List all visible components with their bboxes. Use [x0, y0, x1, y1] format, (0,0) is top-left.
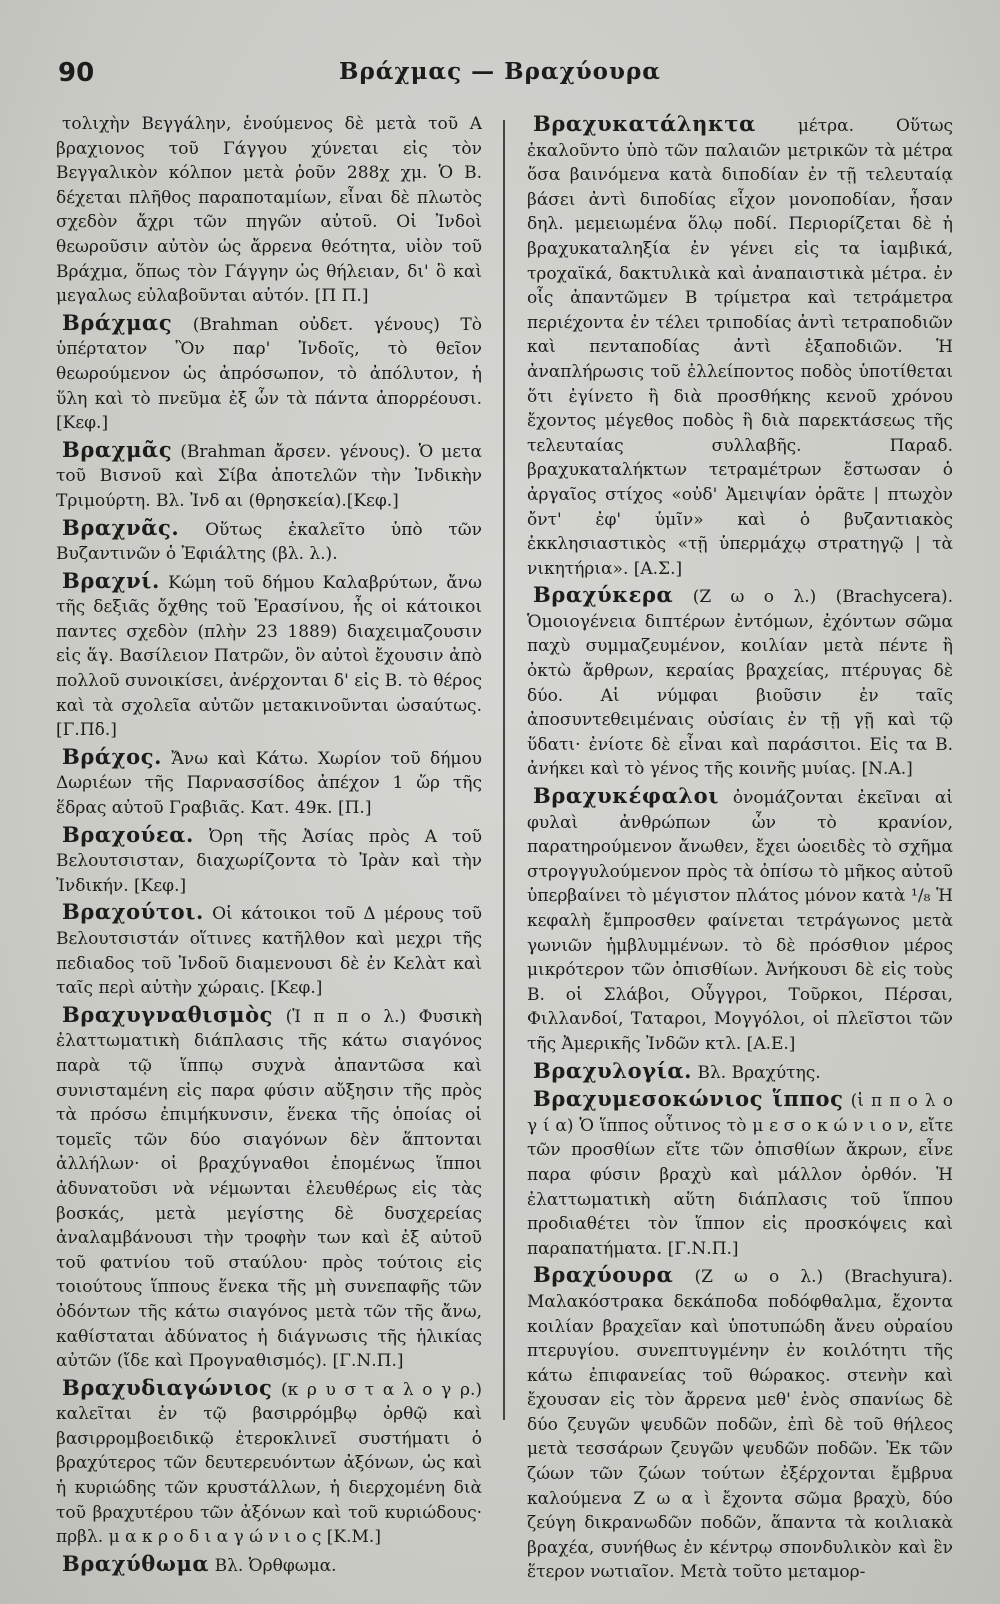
entry-text: (Brahman οὐδετ. γένους) Τὸ ὑπέρτατον Ὂν παρ' Ἰνδοῖς, τὸ θεῖον θεωρούμενον ὡς ἀπρόσωπον, τὸ ἀπόλυτον, ἡ ὕλη καὶ τὸ πνεῦμα ἐξ ὧν τὰ πάντα ἀπορρέουσι.[Κεφ.]: [56, 314, 482, 434]
entry-text: (Brahman ἄρσεν. γένους). Ὁ μετα τοῦ Βισνοῦ καὶ Σίβα ἀποτελῶν τὴν Ἰνδικὴν Τριμούρτη. Βλ. Ἰνδ αι (θρησκεία).[Κεφ.]: [56, 441, 482, 511]
right-column: [527, 112, 953, 1582]
entry-text: (Ἱ π π ο λ.) Φυσικὴ ἐλαττωματικὴ διάπλασις τῆς κάτω σιαγόνος παρὰ τῷ ἵππῳ συχνὰ ἀπαντῶσα καὶ συνισταμένη εἰς παρα φύσιν αὔξησιν τῆς πρὸς τὰ πρόσω ἐπιμήκυνσιν, ἕνεκα τῆς ὁποίας οἱ τομεῖς τῶν δύο σιαγόνων δὲν ἅπτονται ἀλλήλων· οἱ βραχύγναθοι ἐπομένως ἵπποι ἀδυνατοῦσι νὰ νέμωνται ἐλευθέρως εἰς τὰς βοσκάς, μετὰ μεγίστης δὲ δυσχερείας ἀναλαμβάνουσι τὴν τροφὴν των καὶ ἐξ αὐτοῦ τοῦ φατνίου τοῦ σταύλου· πρὸς τούτοις εἰς τοιούτους ἵππους ἕνεκα τῆς μὴ συνεπαφῆς τῶν ὀδόντων τῆς κάτω σιαγόνος μετὰ τῶν τῆς ἄνω, καθίσταται ἀδύνατος ἡ διάγνωσις τῆς ἡλικίας αὐτῶν (ἴδε καὶ Προγναθισμός). [Γ.Ν.Π.]: [56, 1006, 482, 1372]
entry-brachykatalekta: [527, 112, 953, 581]
entry-text: ὀνομάζονται ἐκεῖναι αἱ φυλαὶ ἀνθρώπων ὧν τὸ κρανίον, παρατηρούμενον ἄνωθεν, ἔχει ὠοειδὲς τὸ σχῆμα στρογγυλούμενον πρὸς τὰ ὀπίσω τὸ μῆκος αὐτοῦ ὑπερβαίνει τὸ μέγιστον πλάτος μόνον κατὰ ¹/₈ Ἡ κεφαλὴ ἔμπροσθεν φαίνεται τετράγωνος μετὰ γωνιῶν ἡμβλυμμένων. τὸ δὲ πρόσθιον μέρος μικρότερον τῶν ὀπισθίων. Ἀνήκουσι δὲ εἰς τοὺς Β. οἱ Σλάβοι, Οὗγγροι, Τοῦρκοι, Πέρσαι, Φιλλανδοί, Ταταροι, Μογγόλοι, οἱ πλεῖστοι τῶν τῆς Ἀμερικῆς Ἰνδῶν κτλ. [Α.Ε.]: [527, 788, 953, 1054]
entry-headword: Βράχμας: [62, 309, 173, 335]
entry-brachni: [56, 569, 482, 743]
entry-brachygnathismos: [56, 1003, 482, 1374]
entry-brachydiagonios: [56, 1376, 482, 1550]
entry-headword: Βραχυγναθισμὸς: [62, 1001, 274, 1027]
entry-text: (Ζ ω ο λ.) (Brachyura). Μαλακόστρακα δεκάποδα ποδόφθαλμα, ἔχοντα κοιλίαν βραχεῖαν καὶ ὑποτυπώδη ἄνευ οὐραίου πτερυγίου. συνεπτυγμένην ἐν κοιλότητι τῆς κάτω ἐπιφανείας τοῦ θώρακος. στενὴν καὶ ἔχουσαν εἰς τὸν ἄρρενα μεθ' ἑνὸς σπανίως δὲ δύο ζευγῶν ψευδῶν ποδῶν, ἐπὶ δὲ τοῦ θήλεος μετὰ τεσσάρων ζευγῶν ψευδῶν ποδῶν. Ἐκ τῶν ζώων τῶν ζώων τούτων ἐξέρχονται ἔμβρυα καλούμενα Ζ ω α ὶ ἔχοντα σῶμα βραχὺ, δύο ζεύγη δικρανωδῶν ποδῶν, ἅπαντα τὰ κοιλιακὰ βραχέα, συνήθως ἐν κέντρῳ σπονδυλικὸν καὶ ἓν ἕτερον νωτιαῖον. Μετὰ τοῦτο μεταμορ-: [527, 1267, 953, 1582]
entry-text: (κ ρ υ σ τ α λ ο γ ρ.) καλεῖται ἐν τῷ βασιρρόμβῳ ὀρθῷ καὶ βασιρρομβοειδικῷ ἑτεροκλινεῖ συστήματι ὁ βραχύτερος τῶν δευτερευόντων ἀξόνων, ὡς καὶ ἡ κυριώδης τῶν κρυστάλλων, ἡ διερχομένη διὰ τοῦ βραχυτέρου τῶν ἀξόνων καὶ τοῦ κυριώδους· πρβλ. μ α κ ρ ο δ ι α γ ώ ν ι ο ς [Κ.Μ.]: [56, 1379, 482, 1548]
entry-text: (Ζ ω ο λ.) (Brachycera). Ὁμοιογένεια διπτέρων ἐντόμων, ἐχόντων σῶμα παχὺ συμμαζευμένον, κοιλίαν μετὰ πέντε ἢ ὀκτὼ ἄρθρων, κεραίας βραχείας, πτέρυγας δὲ δύο. Αἱ νύμφαι βιοῦσιν ἐν ταῖς ἀποσυντεθειμέναις οὐσίαις ἐν τῇ γῇ καὶ τῷ ὕδατι· ἐνίοτε δὲ εἶναι καὶ παράσιτοι. Εἰς τα Β. ἀνήκει καὶ τὸ γένος τῆς κοινῆς μυίας. [Ν.Α.]: [527, 587, 953, 780]
entry-text: Κώμη τοῦ δήμου Καλαβρύτων, ἄνω τῆς δεξιᾶς ὄχθης τοῦ Ἐρασίνου, ἧς οἱ κάτοικοι παντες σχεδὸν (πλὴν 23 1889) διαχειμαζουσιν εἰς ἅγ. Βασίλειον Πατρῶν, ὃν αὐτοὶ ἔχουσιν ἀπὸ πολλοῦ συνοικίσει, ἀνέρχονται δ' εἰς Β. τὸ θέρος καὶ τὰ σχολεῖα αὐτῶν μετακινοῦνται ὡσαύτως. [Γ.Πδ.]: [56, 572, 482, 741]
entry-brachykera: [527, 583, 953, 782]
entry-headword: Βραχνᾶς.: [62, 514, 180, 540]
entry-headword: Βραχυλογία.: [533, 1057, 693, 1083]
entry-headword: Βραχύουρα: [533, 1262, 674, 1288]
entry-headword: Βραχούτοι.: [62, 899, 204, 925]
left-column: [56, 112, 482, 1582]
entry-headword: Βραχυδιαγώνιος: [62, 1374, 273, 1400]
entry-headword: Βραχυκατάληκτα: [533, 112, 756, 136]
entry-continuation: [56, 112, 482, 309]
entry-text: (ἱ π π ο λ ο γ ί α) Ὁ ἵππος οὗτινος τὸ μ ε σ ο κ ώ ν ι ο ν, εἴτε τῶν προσθίων εἴτε τῶν ὀπισθίων ἄκρων, εἶνε παρα φύσιν βραχὺ καὶ μάλλον ὀρθόν. Ἡ ἐλαττωματικὴ αὕτη διάπλασις τοῦ ἵππου προδιαθέτει τὸν ἵππον εἰς προσκόψεις καὶ παραπατήματα. [Γ.Ν.Π.]: [527, 1091, 953, 1259]
entry-text: Οὕτως ἐκαλεῖτο ὑπὸ τῶν Βυζαντινῶν ὁ Ἐφιάλτης (βλ. λ.).: [56, 519, 482, 565]
entry-headword: Βράχος.: [62, 743, 162, 769]
column-divider: [503, 120, 505, 1420]
entry-text: Βλ. Βραχύτης.: [697, 1062, 821, 1083]
entry-brachyoura: [527, 1263, 953, 1582]
entry-brachoutoi: [56, 900, 482, 1000]
entry-headword: Βραχούεα.: [62, 821, 194, 847]
entry-brachnas: [56, 516, 482, 567]
entry-brachouea: [56, 823, 482, 899]
entry-brachythoma: [56, 1552, 482, 1579]
entry-brachykefaloi: [527, 784, 953, 1057]
entry-brachmas: [56, 311, 482, 436]
entry-text: Ἄνω καὶ Κάτω. Χωρίον τοῦ δήμου Δωριέων τῆς Παρνασσίδος ἀπέχον 1 ὥρ τῆς ἕδρας αὐτοῦ Γραβιᾶς. Κατ. 49κ. [Π.]: [56, 748, 482, 819]
entry-headword: Βραχύκερα: [533, 582, 674, 608]
entry-brachmas-masc: [56, 438, 482, 514]
entry-headword: Βραχυκέφαλοι: [533, 783, 720, 809]
page-header: [0, 58, 1000, 98]
entry-headword: Βραχύθωμα: [62, 1550, 210, 1576]
entry-brachos: [56, 745, 482, 821]
entry-headword: Βραχμᾶς: [62, 436, 173, 462]
page-number: 90: [58, 58, 95, 88]
entry-brachylogia: [527, 1059, 953, 1086]
entry-text: τολιχὴν Βεγγάλην, ἑνούμενος δὲ μετὰ τοῦ Α βραχιονος τοῦ Γάγγου χύνεται εἰς τὸν Βεγγαλικὸν κόλπον μετὰ ῥοῦν 288χ χμ. Ὁ Β. δέχεται πλῆθος παραποταμίων, εἶναι δὲ πλωτὸς σχεδὸν ἄχρι τῶν πηγῶν αὐτοῦ. Οἱ Ἰνδοὶ θεωροῦσιν αὐτὸν ὡς ἄρρενα θεότητα, υἱὸν τοῦ Βράχμα, ὅπως τὸν Γάγγην ὡς θήλειαν, δι' ὃ καὶ μεγαλως εὐλαβοῦνται αὐτόν. [Π Π.]: [56, 114, 482, 307]
entry-text: Ὀρη τῆς Ἀσίας πρὸς Α τοῦ Βελουτσισταν, διαχωρίζοντα τὸ Ἰρὰν καὶ τὴν Ἰνδικήν. [Κεφ.]: [56, 826, 482, 896]
entry-text: Οἱ κάτοικοι τοῦ Δ μέρους τοῦ Βελουτσιστάν οἵτινες κατῆλθον καὶ μεχρι τῆς πεδιαδος τοῦ Ἰνδοῦ διαμενουσι δὲ ἐν Κελὰτ καὶ ταῖς περὶ αὐτὴν χώραις. [Κεφ.]: [56, 904, 482, 999]
entry-headword: Βραχυμεσοκώνιος ἵππος: [533, 1086, 844, 1112]
entry-text: μέτρα. Οὕτως ἐκαλοῦντο ὑπὸ τῶν παλαιῶν μετρικῶν τὰ μέτρα ὅσα βαινόμενα κατὰ διποδίαν ἐν τῇ τελευταίᾳ βάσει ἀντὶ διποδίας εἶχον μονοποδίαν, ἦσαν δηλ. μεμειωμένα ὅλῳ ποδί. Περιορίζεται δὲ ἡ βραχυκαταληξία ἐν γένει εἰς τα ἰαμβικά, τροχαϊκά, δακτυλικὰ καὶ ἀναπαιστικὰ μέτρα. ἐν οἷς ἀπαντῶμεν Β τρίμετρα καὶ τετράμετρα περιέχοντα ἐν τέλει τριποδίας ἀντὶ τετραποδιῶν καὶ πενταποδίας ἀντὶ ἑξαποδιῶν. Ἡ ἀναπλήρωσις τοῦ ἐλλείποντος ποδὸς ὑποτίθεται ὅτι ἐγίνετο ἢ διὰ προσθήκης κενοῦ χρόνου ἔχοντος μέγεθος ποδὸς ἢ διὰ παρεκτάσεως τῆς τελευταίας συλλαβῆς. Παραδ. βραχυκαταλήκτων τετραμέτρων ἔστωσαν ὁ ἀργαῖος στίχος «οὐδ' Ἀμειψίαν ὁρᾶτε | πτωχὸν ὄντ' ἐφ' ὑμῖν» καὶ ὁ βυζαντιακὸς ἐκκλησιαστικὸς «τῇ ὑπερμάχῳ στρατηγῷ | τὰ νικητήρια». [Α.Σ.]: [527, 116, 953, 579]
entry-text: Βλ. Ὀρθφωμα.: [214, 1555, 337, 1576]
running-head: Βράχμας — Βραχύουρα: [339, 58, 661, 85]
entry-brachymesokonios: [527, 1087, 953, 1261]
entry-headword: Βραχνί.: [62, 567, 160, 593]
